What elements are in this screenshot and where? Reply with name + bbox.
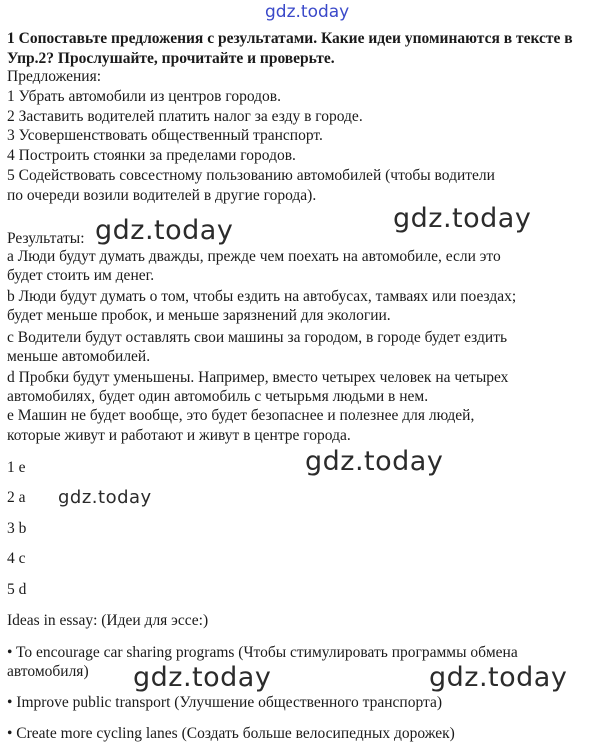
idea-2: • Improve public transport (Улучшение общественного транспорта) — [7, 694, 442, 711]
idea-1-cont: автомобиля) — [7, 663, 89, 680]
result-a-cont: будет стоить им денег. — [7, 267, 155, 284]
result-a: a Люди будут думать дважды, прежде чем поехать на автомобиле, если это — [7, 248, 501, 265]
proposals-label: Предложения: — [7, 68, 102, 85]
result-d: d Пробки будут уменьшены. Например, вместо четырех человек на четырех — [7, 369, 509, 386]
answer-3: 3 b — [7, 520, 27, 537]
watermark-center: gdz.today — [305, 446, 444, 477]
watermark-bottom-right: gdz.today — [429, 662, 568, 693]
result-d-cont: автомобилях, будет один автомобиль с четырьмя людьми в нем. — [7, 388, 429, 405]
watermark-bottom-left: gdz.today — [133, 662, 272, 693]
watermark-right-1: gdz.today — [393, 203, 532, 234]
proposal-5: 5 Содействовать совсестному пользованию автомобилей (чтобы водители — [7, 167, 495, 184]
results-label: Результаты: — [7, 230, 85, 247]
ideas-label: Ideas in essay: (Идеи для эссе:) — [7, 612, 209, 629]
proposal-5-cont: по очереди возили водителей в другие города). — [7, 187, 317, 204]
proposal-3: 3 Усовершенствовать общественный транспорт. — [7, 127, 323, 144]
task-heading: 1 Сопоставьте предложения с результатами. Какие идеи упоминаются в тексте в Упр.2? Прослушайте, прочитайте и проверьте. — [7, 30, 573, 67]
result-b: b Люди будут думать о том, чтобы ездить на автобусах, тамваях или поездах; — [7, 288, 517, 305]
result-b-cont: будет меньше пробок, и меньше зарязнений для экологии. — [7, 307, 391, 324]
idea-3: • Create more cycling lanes (Создать больше велосипедных дорожек) — [7, 725, 455, 742]
answer-5: 5 d — [7, 581, 27, 598]
proposal-2: 2 Заставить водителей платить налог за езду в городе. — [7, 108, 363, 125]
answer-2: 2 a — [7, 489, 26, 506]
result-c-cont: меньше автомобилей. — [7, 348, 151, 365]
result-e-cont: которые живут и работают и живут в центре города. — [7, 427, 351, 444]
idea-1: • To encourage car sharing programs (Чтобы стимулировать программы обмена — [7, 644, 518, 661]
watermark-small: gdz.today — [58, 487, 152, 508]
result-c: c Водители будут оставлять свои машины за городом, в городе будет ездить — [7, 329, 508, 346]
watermark-top: gdz.today — [265, 2, 350, 22]
result-e: e Машин не будет вообще, это будет безопаснее и полезнее для людей, — [7, 407, 475, 424]
proposal-4: 4 Построить стоянки за пределами городов. — [7, 147, 296, 164]
watermark-results: gdz.today — [95, 215, 234, 246]
proposal-1: 1 Убрать автомобили из центров городов. — [7, 88, 281, 105]
answer-4: 4 c — [7, 550, 26, 567]
answer-1: 1 e — [7, 459, 26, 476]
